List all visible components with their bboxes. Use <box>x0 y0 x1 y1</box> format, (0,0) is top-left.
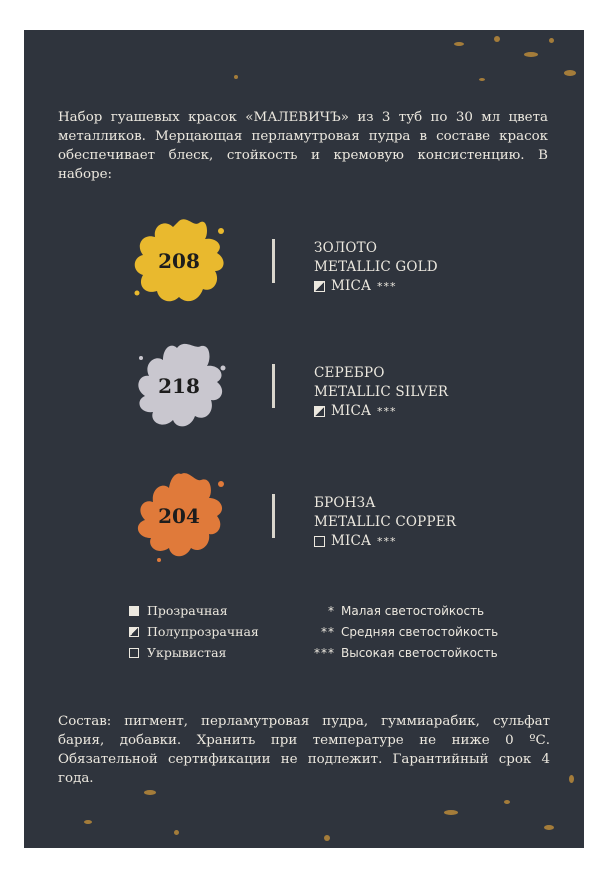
divider <box>272 239 275 283</box>
opaque-icon <box>129 648 139 658</box>
legend-label: Малая светостойкость <box>341 603 485 618</box>
legend-label: Укрывистая <box>147 645 227 660</box>
color-name-en: METALLIC SILVER <box>314 384 449 400</box>
star-icon: * <box>328 603 335 618</box>
legend-semi-transparent <box>129 621 259 642</box>
color-code: 208 <box>158 248 200 273</box>
pigment-info <box>314 402 448 421</box>
legend-label: Высокая светостойкость <box>341 645 498 660</box>
color-name-ru: СЕРЕБРО <box>314 365 385 381</box>
legend-label: Полупрозрачная <box>147 624 259 639</box>
color-row-gold <box>24 213 584 313</box>
transparent-icon <box>129 606 139 616</box>
color-code: 204 <box>158 503 200 528</box>
opacity-legend <box>129 600 259 663</box>
legend-opaque <box>129 642 259 663</box>
star-icon: ** <box>321 624 335 639</box>
legend-label: Прозрачная <box>147 603 228 618</box>
pigment-info <box>314 277 438 296</box>
color-names <box>314 494 456 551</box>
legend-low-lightfastness <box>289 600 498 621</box>
color-row-silver <box>24 338 584 438</box>
pigment-info <box>314 532 456 551</box>
pigment-label: MICA <box>331 533 372 549</box>
pigment-label: MICA <box>331 278 372 294</box>
lightfastness-stars: *** <box>377 280 397 293</box>
opaque-icon <box>314 536 325 547</box>
legend-label: Средняя светостойкость <box>341 624 499 639</box>
semi-transparent-icon <box>314 406 325 417</box>
legend-medium-lightfastness <box>289 621 498 642</box>
color-code: 218 <box>158 373 200 398</box>
lightfastness-stars: *** <box>377 405 397 418</box>
intro-text: Набор гуашевых красок «МАЛЕВИЧЪ» из 3 туб по 30 мл цвета металликов. Мерцающая перламутровая пудра в составе красок обеспечивает блеск, стойкость и кремовую консистенцию. В наборе: <box>58 110 548 182</box>
semi-transparent-icon <box>129 627 139 637</box>
color-names <box>314 364 448 421</box>
composition-text: Состав: пигмент, перламутровая пудра, гуммиарабик, сульфат бария, добавки. Хранить при температуре не ниже 0 ºС. Обязательной сертификации не подлежит. Гарантийный срок 4 года. <box>58 714 550 786</box>
legend-transparent <box>129 600 259 621</box>
color-name-ru: БРОНЗА <box>314 495 376 511</box>
lightfastness-stars: *** <box>377 535 397 548</box>
product-card <box>24 30 584 848</box>
divider <box>272 494 275 538</box>
color-name-en: METALLIC COPPER <box>314 514 457 530</box>
color-name-en: METALLIC GOLD <box>314 259 438 275</box>
pigment-label: MICA <box>331 403 372 419</box>
color-row-copper <box>24 468 584 568</box>
color-name-ru: ЗОЛОТО <box>314 240 378 256</box>
color-names <box>314 239 438 296</box>
divider <box>272 364 275 408</box>
legend-high-lightfastness <box>289 642 498 663</box>
star-icon: *** <box>314 645 335 660</box>
semi-transparent-icon <box>314 281 325 292</box>
lightfastness-legend <box>289 600 498 663</box>
